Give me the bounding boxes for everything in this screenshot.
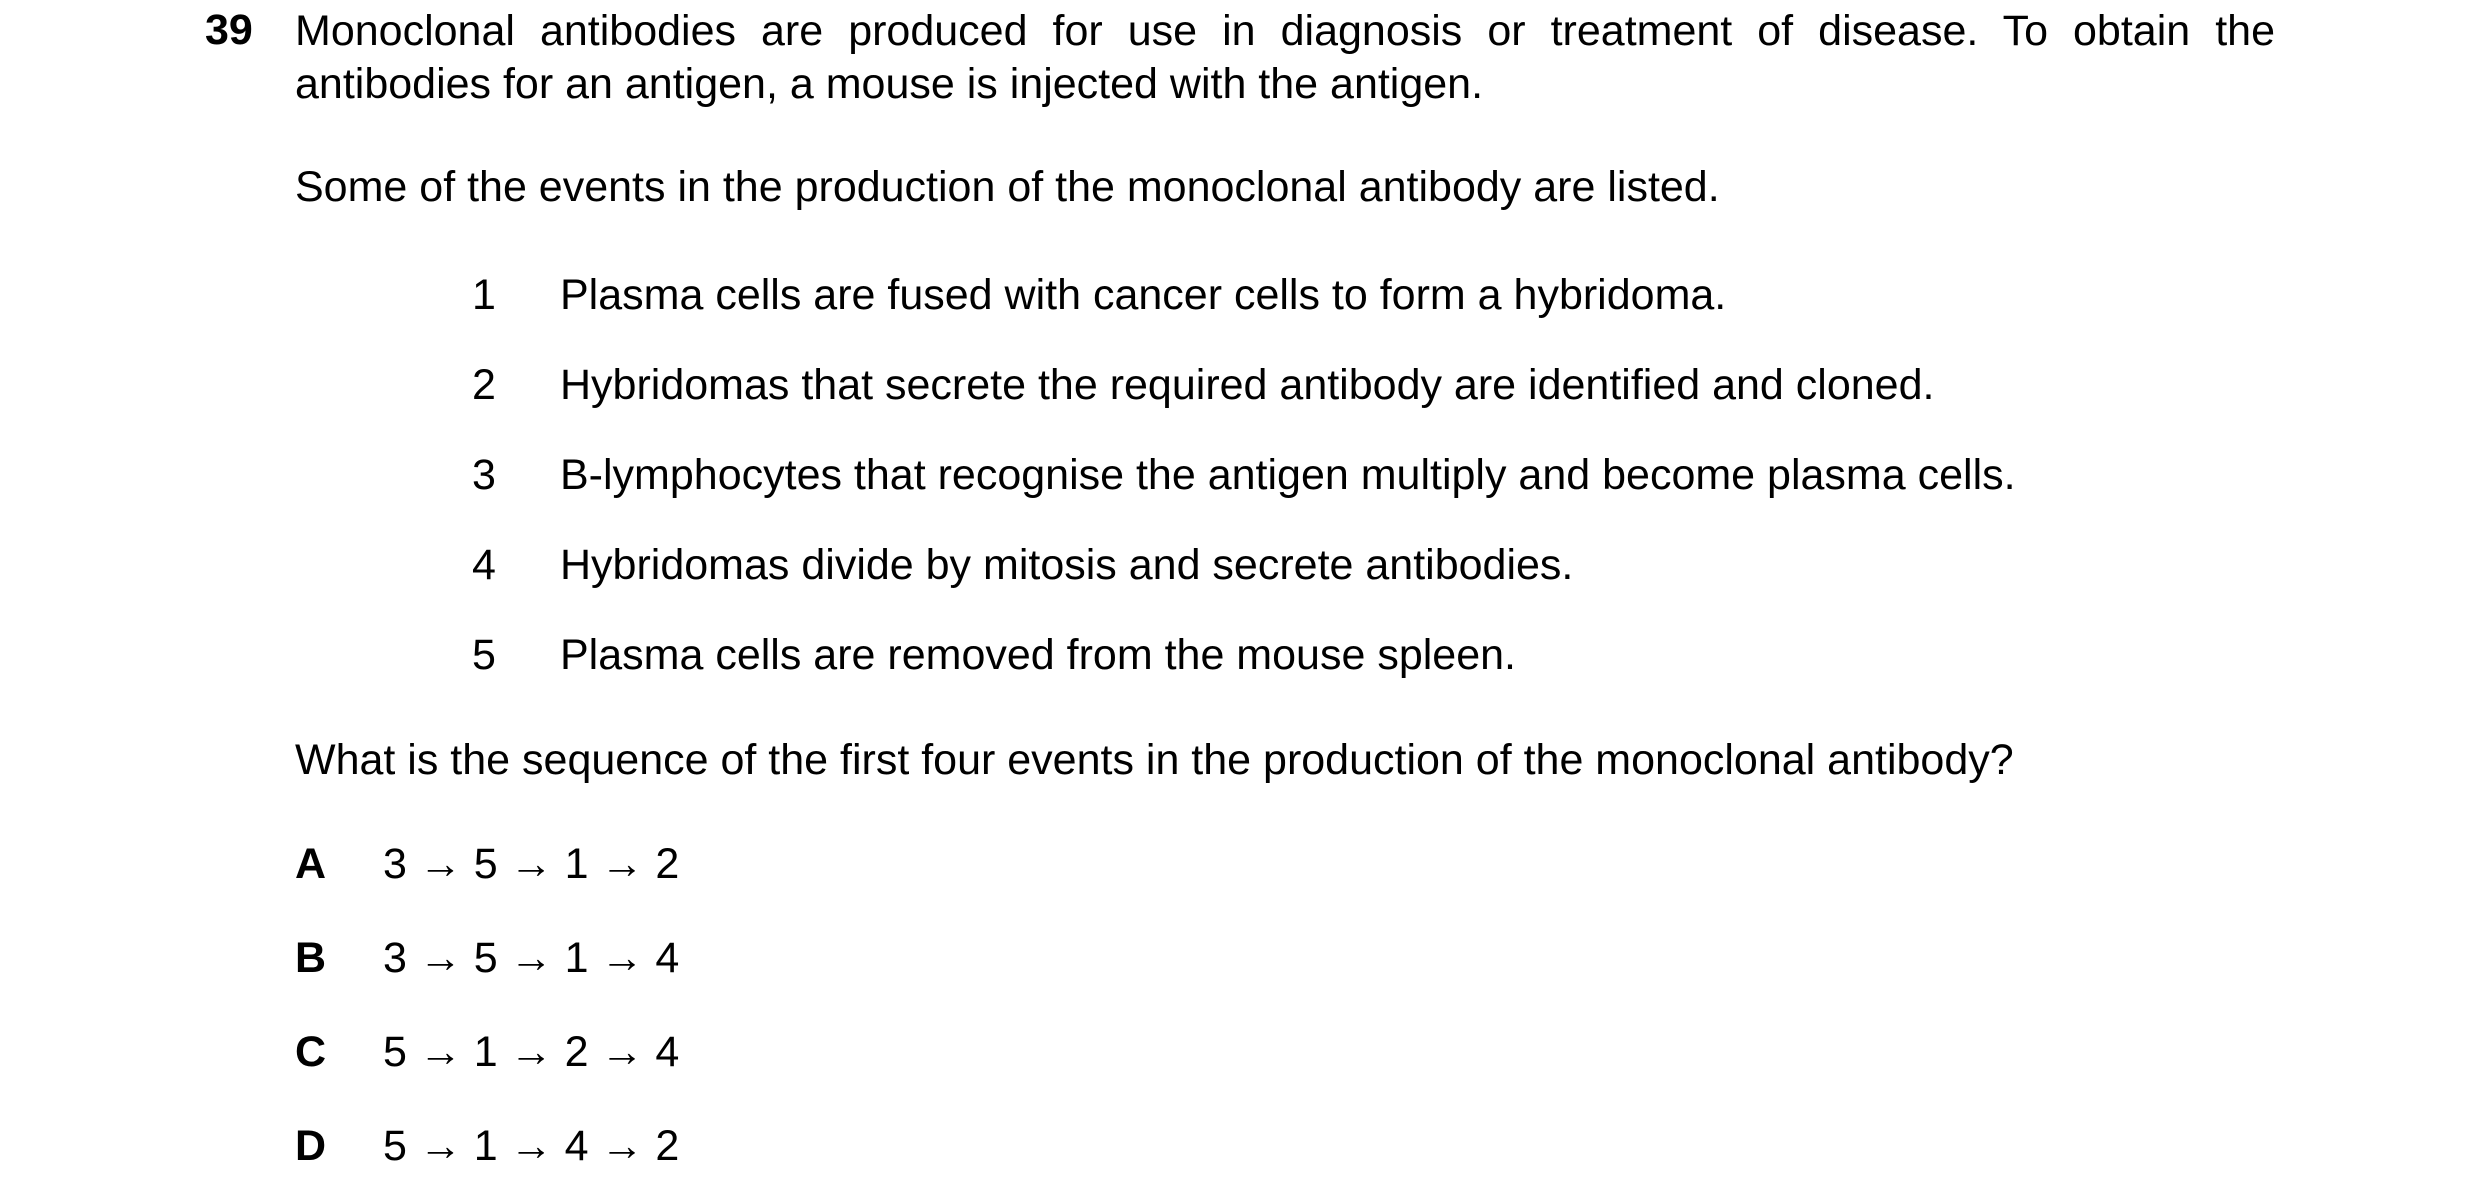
option-sequence: 3 → 5 → 1 → 4	[383, 934, 680, 982]
event-text: Hybridomas that secrete the required antibody are identified and cloned.	[560, 361, 1935, 409]
option-letter: A	[295, 840, 327, 888]
event-text: Hybridomas divide by mitosis and secrete antibodies.	[560, 541, 1574, 589]
question-number: 39	[205, 6, 253, 54]
event-text: B-lymphocytes that recognise the antigen multiply and become plasma cells.	[560, 451, 2016, 499]
option-sequence: 3 → 5 → 1 → 2	[383, 840, 680, 888]
option-sequence: 5 → 1 → 4 → 2	[383, 1122, 680, 1170]
event-number: 3	[472, 451, 496, 499]
option-letter: D	[295, 1122, 327, 1170]
event-text: Plasma cells are removed from the mouse spleen.	[560, 631, 1516, 679]
events-intro: Some of the events in the production of the monoclonal antibody are listed.	[295, 163, 1720, 211]
event-text: Plasma cells are fused with cancer cells to form a hybridoma.	[560, 271, 1727, 319]
option-letter: C	[295, 1028, 327, 1076]
event-number: 2	[472, 361, 496, 409]
question-stem: Monoclonal antibodies are produced for use in diagnosis or treatment of disease. To obtain the antibodies for an antigen, a mouse is injected with the antigen.	[295, 7, 2275, 108]
event-number: 5	[472, 631, 496, 679]
event-number: 4	[472, 541, 496, 589]
option-letter: B	[295, 934, 327, 982]
question-prompt: What is the sequence of the first four events in the production of the monoclonal antibody?	[295, 736, 2014, 784]
event-number: 1	[472, 271, 496, 319]
option-sequence: 5 → 1 → 2 → 4	[383, 1028, 680, 1076]
